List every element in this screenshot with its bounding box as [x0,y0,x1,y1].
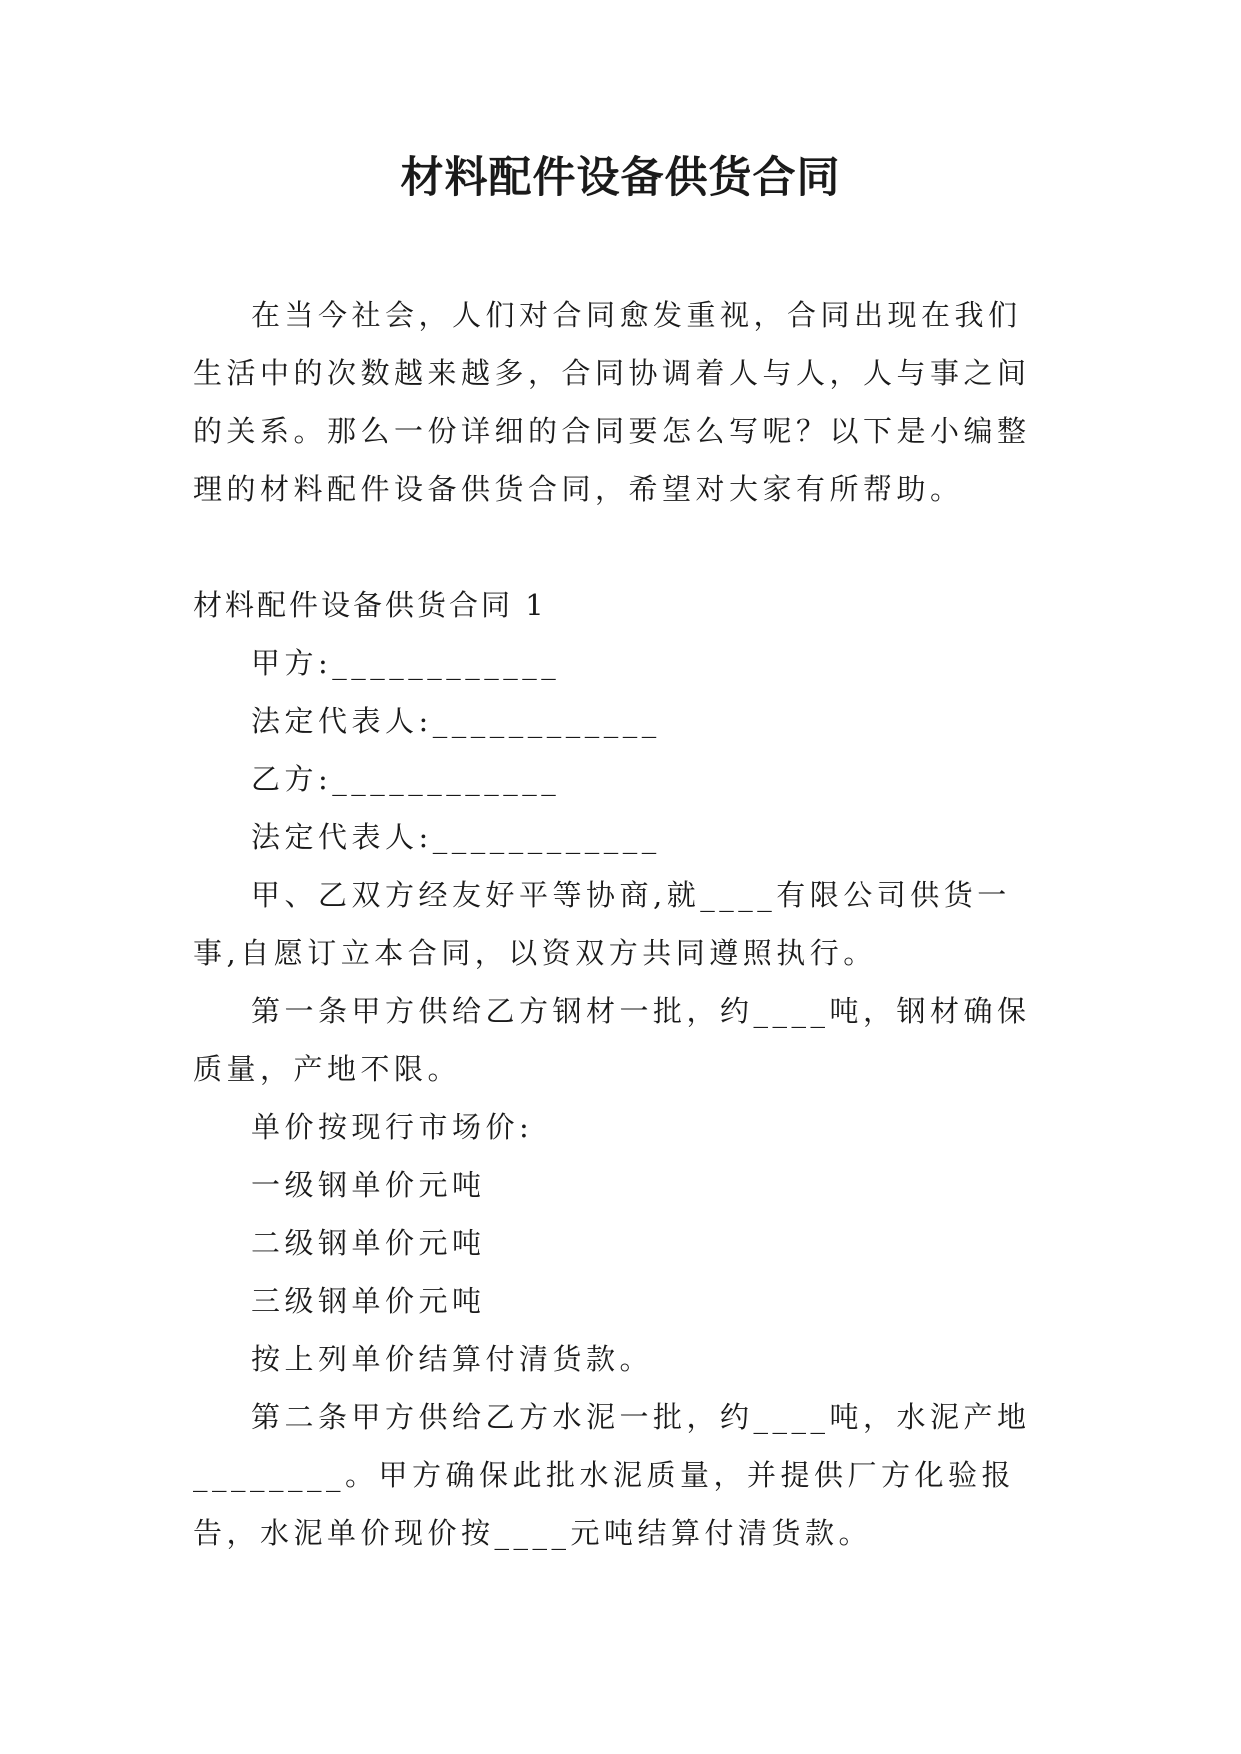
intro-paragraph: 在当今社会，人们对合同愈发重视，合同出现在我们生活中的次数越来越多，合同协调着人与人，人与事之间的关系。那么一份详细的合同要怎么写呢？以下是小编整理的材料配件设备供货合同，希望对大家有所帮助。 [193,298,1031,506]
document-title: 材料配件设备供货合同 [400,153,841,203]
settlement-line: 按上列单价结算付清货款。 [251,1342,654,1376]
agreement-paragraph: 甲、乙双方经友好平等协商,就____有限公司供货一事,自愿订立本合同，以资双方共同遵照执行。 [193,878,1011,970]
grade-three-price-line: 三级钢单价元吨 [251,1284,486,1318]
price-basis-line: 单价按现行市场价: [251,1110,534,1144]
party-b-representative-line: 法定代表人:____________ [251,820,661,854]
party-b-line: 乙方:____________ [251,762,561,796]
grade-one-price-line: 一级钢单价元吨 [251,1168,486,1202]
party-a-representative-line: 法定代表人:____________ [251,704,661,738]
contract-section [193,576,1053,1562]
section-heading: 材料配件设备供货合同 1 [193,588,547,622]
party-a-line: 甲方:____________ [251,646,561,680]
article-two-paragraph: 第二条甲方供给乙方水泥一批，约____吨，水泥产地________。甲方确保此批水泥质量，并提供厂方化验报告，水泥单价现价按____元吨结算付清货款。 [193,1400,1031,1550]
grade-two-price-line: 二级钢单价元吨 [251,1226,486,1260]
article-one-paragraph: 第一条甲方供给乙方钢材一批，约____吨，钢材确保质量，产地不限。 [193,994,1031,1086]
intro-block [193,286,1053,518]
